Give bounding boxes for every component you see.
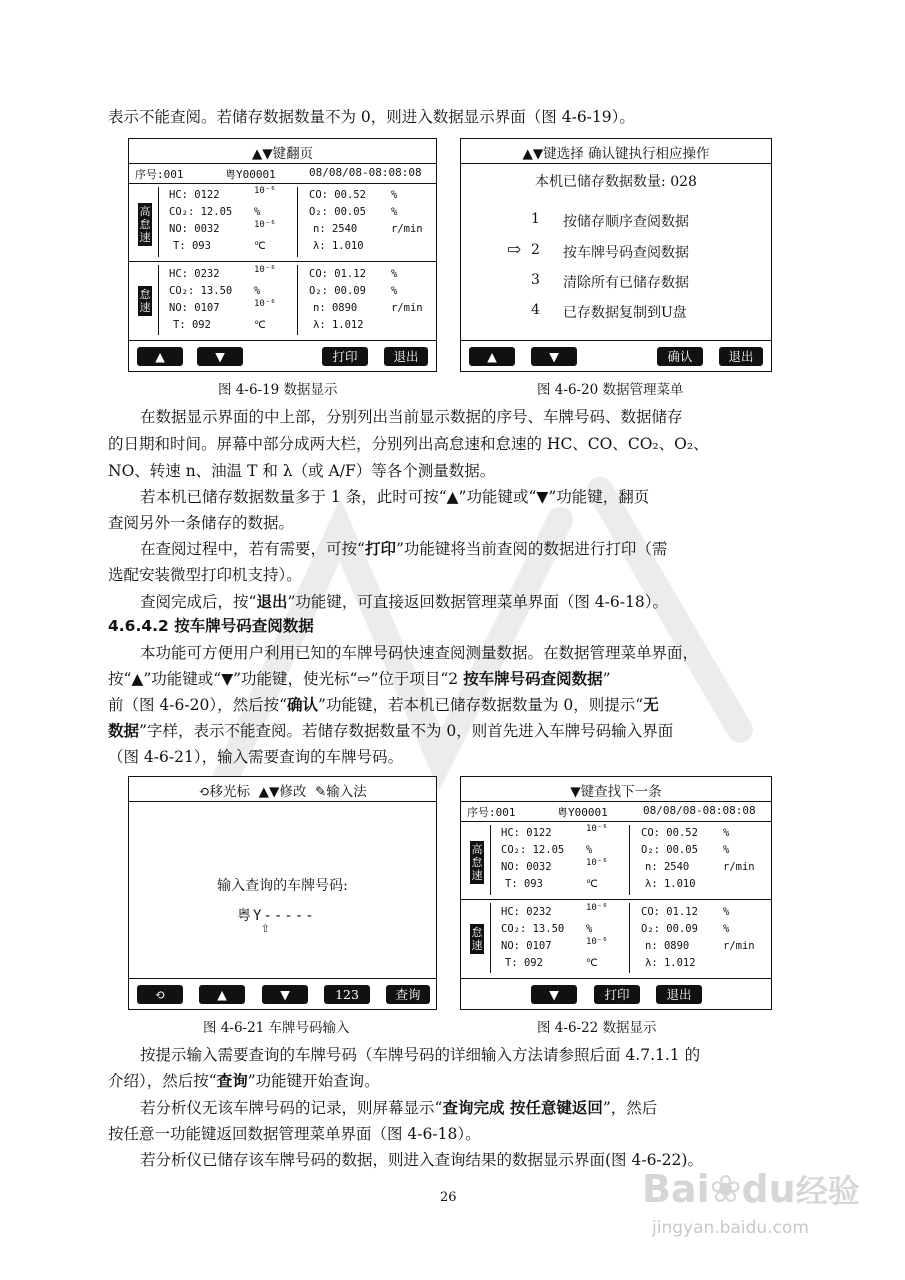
fig22-g1-t: T: 093 [505, 878, 543, 890]
section-heading: 4.6.4.2 按车牌号码查阅数据 [108, 617, 314, 635]
fig19-g1-co-unit: % [391, 189, 398, 201]
fig21-prompt: 输入查询的车牌号码: [217, 878, 348, 894]
fig19-exit-button[interactable]: 退出 [384, 347, 428, 366]
fig22-g2-t-unit: ℃ [586, 957, 598, 969]
para1-line3: NO、转速 n、油温 T 和 λ（或 A/F）等各个测量数据。 [108, 462, 496, 480]
fig19-g1-hc: HC: 0122 [169, 189, 220, 201]
fig20-count: 本机已储存数据数量: 028 [535, 174, 697, 190]
fig19-datetime: 08/08/08-08:08:08 [309, 166, 422, 179]
fig19-g1-t: T: 093 [173, 240, 211, 252]
ime-icon: ✎ [314, 784, 327, 800]
fig19-g1-n: n: 2540 [313, 223, 358, 235]
para5-line5: （图 4-6-21），输入需要查询的车牌号码。 [108, 748, 404, 766]
fig20-item-2-num: 2 [531, 242, 540, 258]
fig19-g2-co: CO: 01.12 [309, 268, 366, 280]
cycle-icon: ⟲ [198, 784, 210, 800]
fig19-g2-lambda: λ: 1.012 [313, 319, 364, 331]
fig22-g1-o2: O₂: 00.05 [641, 844, 698, 856]
fig22-plate: 粤Y00001 [557, 806, 608, 819]
fig22-g1-co: CO: 00.52 [641, 827, 698, 839]
fig19-down-button[interactable]: ▼ [197, 347, 243, 366]
para7-line2: 按任意一功能键返回数据管理菜单界面（图 4-6-18）。 [108, 1125, 481, 1143]
fig19-g2-o2: O₂: 00.09 [309, 285, 366, 297]
fig19-g2-n-unit: r/min [391, 302, 423, 314]
fig21-caption: 图 4-6-21 车牌号码输入 [203, 1020, 350, 1036]
fig22-g1-hc-unit: 10⁻⁶ [586, 824, 608, 834]
para2-line1: 若本机已储存数据数量多于 1 条，此时可按“▲”功能键或“▼”功能键，翻页 [140, 488, 650, 506]
fig22-g2-no: NO: 0107 [501, 940, 552, 952]
fig22-g2-co2: CO₂: 13.50 [501, 923, 565, 935]
para5-line2: 按“▲”功能键或“▼”功能键，使光标“⇨”位于项目“2 按车牌号码查阅数据” [108, 670, 611, 688]
fig22-g1-o2-unit: % [723, 844, 730, 856]
para1-line2: 的日期和时间。屏幕中部分成两大栏，分别列出高怠速和怠速的 HC、CO、CO₂、O₂、 [108, 435, 709, 453]
fig19-g2-hc: HC: 0232 [169, 268, 220, 280]
fig19-title: ▲▼键翻页 [251, 146, 314, 162]
fig19-g2-t: T: 092 [173, 319, 211, 331]
fig19-g1-o2-unit: % [391, 206, 398, 218]
fig19-g2-no-unit: 10⁻⁶ [254, 299, 276, 309]
fig22-g1-hc: HC: 0122 [501, 827, 552, 839]
baidu-logo: Bai❀du经验 jingyan.baidu.com [642, 1167, 860, 1238]
fig20-item-4[interactable]: 已存数据复制到U盘 [563, 305, 687, 321]
fig22-down-button[interactable]: ▼ [531, 985, 577, 1004]
fig20-down-button[interactable]: ▼ [531, 347, 577, 366]
fig21-move-cursor-button[interactable]: ⟲ [137, 985, 183, 1004]
fig19-g1-lambda: λ: 1.010 [313, 240, 364, 252]
page-number: 26 [440, 1190, 457, 1205]
fig19-g2-n: n: 0890 [313, 302, 358, 314]
fig20-item-3-num: 3 [531, 272, 540, 288]
fig21-screen [128, 776, 437, 1010]
fig22-g2-co: CO: 01.12 [641, 906, 698, 918]
fig19-g1-co2: CO₂: 12.05 [169, 206, 233, 218]
fig19-screen [128, 138, 437, 372]
fig19-g2-hc-unit: 10⁻⁶ [254, 265, 276, 275]
fig19-tag-high-idle: 高怠速 [139, 205, 151, 244]
fig22-g2-lambda: λ: 1.012 [645, 957, 696, 969]
fig22-g1-t-unit: ℃ [586, 878, 598, 890]
fig20-item-1-num: 1 [531, 211, 540, 227]
fig19-plate: 粤Y00001 [225, 168, 276, 181]
fig21-plate-input[interactable]: 粤Y----- [237, 908, 316, 924]
fig19-g2-co2-unit: % [254, 285, 261, 297]
fig22-g1-no-unit: 10⁻⁶ [586, 858, 608, 868]
para4: 查阅完成后，按“退出”功能键，可直接返回数据管理菜单界面（图 4-6-18）。 [140, 593, 668, 611]
fig20-cursor-icon: ⇨ [507, 240, 522, 260]
fig20-exit-button[interactable]: 退出 [719, 347, 763, 366]
fig20-confirm-button[interactable]: 确认 [657, 347, 703, 366]
fig22-caption: 图 4-6-22 数据显示 [537, 1020, 657, 1036]
fig19-g1-o2: O₂: 00.05 [309, 206, 366, 218]
fig19-tag-idle: 怠速 [139, 288, 151, 314]
fig22-print-button[interactable]: 打印 [594, 985, 640, 1004]
fig22-screen [460, 776, 772, 1010]
fig20-item-1[interactable]: 按储存顺序查阅数据 [563, 214, 689, 230]
fig22-g2-t: T: 092 [505, 957, 543, 969]
fig20-title: ▲▼键选择 确认键执行相应操作 [522, 146, 710, 162]
fig19-up-button[interactable]: ▲ [137, 347, 183, 366]
fig22-title: ▼键查找下一条 [570, 784, 662, 800]
fig19-g1-no-unit: 10⁻⁶ [254, 220, 276, 230]
fig20-caption: 图 4-6-20 数据管理菜单 [537, 382, 684, 398]
para5-line1: 本功能可方便用户利用已知的车牌号码快速查阅测量数据。在数据管理菜单界面， [140, 644, 699, 662]
fig21-title: ⟲移光标 ▲▼修改 ✎输入法 [198, 784, 367, 800]
fig22-g1-no: NO: 0032 [501, 861, 552, 873]
fig22-g1-co2-unit: % [586, 844, 593, 856]
para-top: 表示不能查阅。若储存数据数量不为 0，则进入数据显示界面（图 4-6-19）。 [108, 108, 635, 126]
para3-line1: 在查阅过程中，若有需要，可按“打印”功能键将当前查阅的数据进行打印（需 [140, 540, 668, 558]
para6-line1: 按提示输入需要查询的车牌号码（车牌号码的详细输入方法请参照后面 4.7.1.1 的 [140, 1046, 701, 1064]
fig22-g2-o2-unit: % [723, 923, 730, 935]
fig22-g1-lambda: λ: 1.010 [645, 878, 696, 890]
fig22-tag-high-idle: 高怠速 [471, 843, 483, 882]
fig22-g2-n-unit: r/min [723, 940, 755, 952]
fig22-tag-idle: 怠速 [471, 926, 483, 952]
fig22-g2-no-unit: 10⁻⁶ [586, 937, 608, 947]
fig19-g2-o2-unit: % [391, 285, 398, 297]
fig22-seq: 序号:001 [467, 806, 516, 819]
fig22-g1-co2: CO₂: 12.05 [501, 844, 565, 856]
para5-line3: 前（图 4-6-20），然后按“确认”功能键，若本机已储存数据数量为 0，则提示“无 [108, 696, 659, 714]
fig19-g1-hc-unit: 10⁻⁶ [254, 186, 276, 196]
paw-icon: ❀ [709, 1167, 742, 1211]
fig20-up-button[interactable]: ▲ [469, 347, 515, 366]
fig19-print-button[interactable]: 打印 [322, 347, 368, 366]
para6-line2: 介绍），然后按“查询”功能键开始查询。 [108, 1072, 380, 1090]
fig21-query-button[interactable]: 查询 [386, 985, 430, 1004]
fig19-g2-co-unit: % [391, 268, 398, 280]
para2-line2: 查阅另外一条储存的数据。 [108, 514, 295, 532]
fig22-g2-n: n: 0890 [645, 940, 690, 952]
para5-line4: 数据”字样，表示不能查阅。若储存数据数量不为 0，则首先进入车牌号码输入界面 [108, 722, 674, 740]
fig22-g2-co2-unit: % [586, 923, 593, 935]
fig22-g2-hc-unit: 10⁻⁶ [586, 903, 608, 913]
fig19-g2-co2: CO₂: 13.50 [169, 285, 233, 297]
fig19-g1-co2-unit: % [254, 206, 261, 218]
fig19-caption: 图 4-6-19 数据显示 [218, 382, 338, 398]
fig19-g1-t-unit: ℃ [254, 240, 266, 252]
fig21-down-button[interactable]: ▼ [262, 985, 308, 1004]
para7-line1: 若分析仪无该车牌号码的记录，则屏幕显示“查询完成 按任意键返回”，然后 [140, 1099, 658, 1117]
fig19-g2-t-unit: ℃ [254, 319, 266, 331]
fig19-seq: 序号:001 [135, 168, 184, 181]
fig19-g1-n-unit: r/min [391, 223, 423, 235]
fig20-item-4-num: 4 [531, 302, 540, 318]
fig22-exit-button[interactable]: 退出 [656, 985, 702, 1004]
fig19-g1-no: NO: 0032 [169, 223, 220, 235]
fig22-g2-o2: O₂: 00.09 [641, 923, 698, 935]
fig22-g1-n: n: 2540 [645, 861, 690, 873]
fig22-g1-n-unit: r/min [723, 861, 755, 873]
fig22-g2-co-unit: % [723, 906, 730, 918]
para1-line1: 在数据显示界面的中上部，分别列出当前显示数据的序号、车牌号码、数据储存 [140, 408, 683, 426]
para8: 若分析仪已储存该车牌号码的数据，则进入查询结果的数据显示界面(图 4-6-22)。 [140, 1151, 703, 1169]
fig20-item-2[interactable]: 按车牌号码查阅数据 [563, 245, 689, 261]
fig22-datetime: 08/08/08-08:08:08 [643, 804, 756, 817]
fig21-caret-icon: ⇧ [261, 920, 270, 936]
fig20-screen [460, 138, 772, 372]
fig19-g1-co: CO: 00.52 [309, 189, 366, 201]
fig22-g1-co-unit: % [723, 827, 730, 839]
fig21-up-button[interactable]: ▲ [199, 985, 245, 1004]
para3-line2: 选配安装微型打印机支持）。 [108, 566, 302, 584]
fig22-g2-hc: HC: 0232 [501, 906, 552, 918]
fig21-ime-button[interactable]: 123 [324, 985, 370, 1004]
fig19-g2-no: NO: 0107 [169, 302, 220, 314]
fig20-item-3[interactable]: 清除所有已储存数据 [563, 275, 689, 291]
